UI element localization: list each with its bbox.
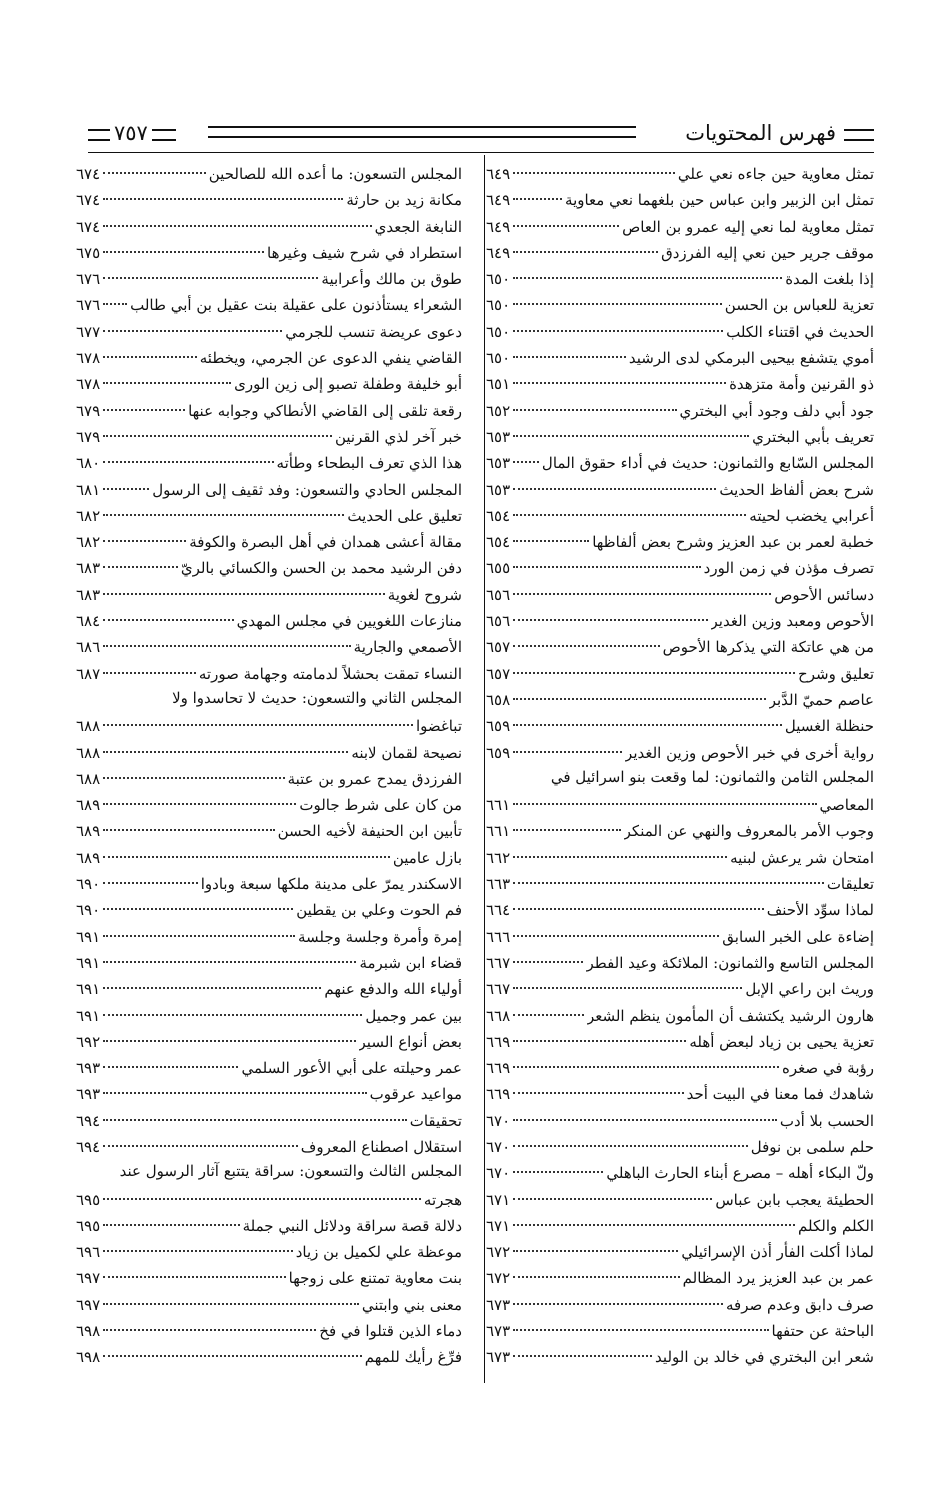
- toc-entry-page: ٦٥٩: [486, 743, 511, 762]
- toc-entry-title: الفرزدق يمدح عمرو بن عتبة: [287, 769, 462, 788]
- toc-entry-title: ولّ البكاء أهله – مصرع أبناء الحارث الباهلي: [606, 1164, 874, 1183]
- toc-entry-title: الأصمعي والجارية: [353, 638, 462, 657]
- dot-leader: [513, 1149, 603, 1173]
- dot-leader: [513, 913, 719, 937]
- toc-entry-page: ٦٧٣: [486, 1348, 511, 1367]
- dot-leader: [513, 334, 626, 358]
- toc-entry-page: ٦٧٠: [486, 1111, 511, 1130]
- toc-entry-title: تصرف مؤذن في زمن الورد: [703, 559, 874, 578]
- dot-leader: [103, 939, 356, 963]
- dot-leader: [513, 781, 816, 805]
- dot-leader: [513, 623, 660, 647]
- toc-entry-title: تعليق وشرح: [798, 664, 874, 683]
- toc-entry-title: المعاصي: [819, 796, 874, 815]
- toc-entry-title: موقف جرير حين نعي إليه الفرزدق: [661, 243, 874, 262]
- dot-leader: [513, 281, 722, 305]
- dot-leader: [103, 544, 178, 568]
- toc-entry-title: بين عمر وجميل: [365, 1006, 462, 1025]
- toc-entry-page: ٦٨٣: [76, 585, 101, 604]
- dot-leader: [103, 203, 372, 227]
- dot-leader: [513, 886, 764, 910]
- dot-leader: [103, 1097, 407, 1121]
- toc-entry-page: ٦٥١: [486, 375, 511, 394]
- dot-leader: [513, 939, 583, 963]
- dot-leader: [513, 1307, 768, 1331]
- dot-leader: [103, 1228, 293, 1252]
- toc-entry-page: ٦٧٠: [486, 1164, 511, 1183]
- toc-entry-title: وريث ابن راعي الإبل: [745, 980, 874, 999]
- toc-entry-title: دماء الذين قتلوا في فخ: [319, 1322, 462, 1341]
- toc-entry-page: ٦٦٤: [486, 901, 511, 920]
- toc-entry-page: ٦٥٢: [486, 401, 511, 420]
- toc-entry-page: ٦٥٣: [486, 480, 511, 499]
- toc-entry-title: إضاءة على الخبر السابق: [722, 927, 874, 946]
- dot-leader: [103, 255, 318, 279]
- dot-leader: [513, 597, 707, 621]
- toc-entry-page: ٦٨٧: [76, 664, 101, 683]
- toc-entry-page: ٦٥٨: [486, 690, 511, 709]
- dot-leader: [513, 229, 658, 253]
- dot-leader: [103, 729, 348, 753]
- toc-entry-title: تعريف بأبي البختري: [752, 427, 874, 446]
- toc-entry-page: ٦٨٦: [76, 638, 101, 657]
- toc-entry-title: فم الحوت وعلي بن يقطين: [296, 901, 462, 920]
- toc-entry-page: ٦٥٠: [486, 296, 511, 315]
- toc-entry: [76, 1128, 462, 1154]
- dot-leader: [79, 1149, 117, 1171]
- toc-entry-page: ٦٧٩: [76, 401, 101, 420]
- toc-entry-title: شروح لغوية: [387, 585, 462, 604]
- dot-leader: [103, 360, 231, 384]
- dot-leader: [103, 913, 295, 937]
- dot-leader: [513, 150, 675, 174]
- toc-entry-title: بازل عامين: [392, 848, 462, 867]
- dot-leader: [489, 755, 548, 777]
- toc-entry-title: هارون الرشيد يكتشف أن المأمون ينظم الشعر: [586, 1006, 874, 1025]
- toc-entry-title: المجلس الحادي والتسعون: وفد ثقيف إلى الرسول: [152, 480, 462, 499]
- toc-entry-page: ٦٩٧: [76, 1269, 101, 1288]
- dot-leader: [103, 1176, 421, 1200]
- dot-leader: [513, 807, 620, 831]
- toc-entry-title: طوق بن مالك وأعرابية: [321, 270, 462, 289]
- toc-entry-page: ٦٥٤: [486, 506, 511, 525]
- toc-entry-title: مقالة أعشى همدان في أهل البصرة والكوفة: [189, 533, 462, 552]
- toc-entry-title: شرح بعض ألفاظ الحديث: [719, 480, 874, 499]
- toc-entry-page: ٦٩٣: [76, 1085, 101, 1104]
- dot-leader: [103, 439, 273, 463]
- dot-leader: [513, 360, 726, 384]
- toc-entry-title: الكلم والكلم: [798, 1216, 874, 1235]
- dot-leader: [513, 1281, 723, 1305]
- toc-entry-title: بنت معاوية تمتنع على زوجها: [288, 1269, 462, 1288]
- toc-entry-page: ٦٧٧: [76, 322, 101, 341]
- toc-entry-title: شاهدك فما معنا في البيت أحد: [686, 1085, 874, 1104]
- dot-leader: [513, 308, 723, 332]
- toc-entry-page: ٦٦١: [486, 796, 511, 815]
- dot-leader: [103, 1333, 362, 1357]
- toc-entry-page: ٦٧٨: [76, 375, 101, 394]
- dot-leader: [513, 255, 782, 279]
- dot-leader: [513, 413, 749, 437]
- dot-leader: [513, 1123, 748, 1147]
- toc-entry-page: ٦٩٨: [76, 1348, 101, 1367]
- dot-leader: [103, 886, 293, 910]
- toc-entry-title: صرف دابق وعدم صرفه: [726, 1295, 874, 1314]
- toc-entry-title: تمثل معاوية حين جاءه نعي علي: [677, 165, 874, 183]
- toc-entry-title: بعض أنواع السير: [358, 1032, 462, 1051]
- toc-entry-title: دسائس الأحوص: [774, 585, 874, 604]
- toc-entry-title: شعر ابن البختري في خالد بن الوليد: [655, 1348, 874, 1367]
- toc-entry-page: ٦٨٨: [76, 717, 101, 736]
- toc-entry-title: تعزية للعباس بن الحسن: [724, 296, 874, 315]
- dot-leader: [103, 702, 413, 726]
- toc-entry-title: من هي عاتكة التي يذكرها الأحوص: [662, 638, 874, 657]
- dot-leader: [103, 1307, 316, 1331]
- dot-leader: [103, 1254, 285, 1278]
- toc-entry-title: موعظة علي لكميل بن زياد: [295, 1243, 462, 1262]
- toc-entry-title: قضاء ابن شبرمة: [359, 953, 462, 972]
- toc-entry-page: ٦٧٤: [76, 217, 101, 236]
- dot-leader: [103, 1018, 355, 1042]
- toc-entry-page: ٦٥٠: [486, 322, 511, 341]
- toc-entry-page: ٦٦٣: [486, 875, 511, 894]
- toc-entry-page: ٦٧٠: [486, 1137, 511, 1156]
- dot-leader: [103, 229, 264, 253]
- dot-leader: [103, 334, 197, 358]
- toc-entry-title: عاصم حميّ الدَّبر: [768, 690, 874, 709]
- toc-entry-page: ٦٧٦: [76, 296, 101, 315]
- dot-leader: [513, 571, 771, 595]
- dot-leader: [513, 466, 716, 490]
- dot-leader: [103, 1070, 366, 1094]
- toc-entry-page: ٦٨٨: [76, 769, 101, 788]
- page-number: ٧٥٧: [114, 121, 148, 145]
- toc-entry-title: المجلس السّابع والثمانون: حديث في أداء حقوق المال: [541, 454, 874, 473]
- toc-entry-title: القاضي ينفي الدعوى عن الجرمي، ويخطئه: [199, 349, 462, 368]
- dot-leader: [103, 1281, 359, 1305]
- toc-entry-page: ٦٨٨: [76, 743, 101, 762]
- dot-leader: [513, 702, 782, 726]
- toc-entry-title: عمر وحيلته على أبي الأعور السلمي: [241, 1059, 462, 1078]
- toc-entry-title: حنظلة الغسيل: [784, 717, 874, 736]
- toc-entry-page: ٦٩٨: [76, 1322, 101, 1341]
- toc-entry-title: أعرابي يخضب لحيته: [749, 506, 874, 525]
- toc-entry-page: ٦٧٤: [76, 191, 101, 210]
- toc-entry-page: ٦٨٢: [76, 533, 101, 552]
- dot-leader: [103, 755, 284, 779]
- toc-entry-page: ٦٨٤: [76, 612, 101, 631]
- toc-entry-page: ٦٦١: [486, 822, 511, 841]
- dot-leader: [103, 650, 196, 674]
- toc-entry-title: لماذا أكلت الفأر أذن الإسرائيلي: [681, 1243, 874, 1262]
- toc-entry-page: ٦٨٩: [76, 848, 101, 867]
- toc-entry-title: هجرته: [423, 1190, 462, 1209]
- dot-leader: [103, 308, 282, 332]
- toc-entry-title: دفن الرشيد محمد بن الحسن والكسائي بالريّ: [180, 559, 462, 578]
- toc-entry-page: ٦٥٣: [486, 427, 511, 446]
- toc-entry-page: ٦٧٣: [486, 1322, 511, 1341]
- toc-entry-title: مكانة زيد بن حارثة: [346, 191, 462, 210]
- toc-entry-page: ٦٧٤: [76, 165, 101, 183]
- toc-entry-title: رؤبة في صغره: [781, 1059, 874, 1078]
- dot-leader: [103, 281, 127, 305]
- toc-entry-page: ٦٩١: [76, 980, 101, 999]
- toc-entry-page: ٦٦٦: [486, 927, 511, 946]
- dot-leader: [103, 992, 362, 1016]
- dot-leader: [513, 676, 766, 700]
- toc-entry-title: من كان على شرط جالوت: [299, 796, 462, 815]
- toc-entry-page: ٦٩٠: [76, 875, 101, 894]
- dot-leader: [513, 518, 589, 542]
- toc-entry-page: ٦٥٦: [486, 612, 511, 631]
- toc-entry-page: ٦٥٣: [486, 454, 511, 473]
- dot-leader: [513, 729, 622, 753]
- toc-entry-page: ٦٥٠: [486, 349, 511, 368]
- dot-leader: [103, 492, 344, 516]
- toc-entry-title: الحديث في اقتناء الكلب: [726, 322, 874, 341]
- toc-entry-title: المجلس الثامن والثمانون: لما وقعت بنو اسرائيل في: [550, 767, 874, 786]
- dot-leader: [103, 1044, 238, 1068]
- toc-entry-title: دلالة قصة سراقة ودلائل النبي جملة: [242, 1216, 462, 1235]
- toc-entry-page: ٦٥٩: [486, 717, 511, 736]
- dot-leader: [103, 1123, 298, 1147]
- toc-entry-page: ٦٤٩: [486, 191, 511, 210]
- toc-entry-page: ٦٨٠: [76, 454, 101, 473]
- dot-leader: [103, 1202, 239, 1226]
- toc-entry-title: الحسب بلا أدب: [779, 1111, 874, 1130]
- toc-entry-page: ٦٤٩: [486, 217, 511, 236]
- toc-entry-title: المجلس الثاني والتسعون: حديث لا تحاسدوا ولا: [172, 688, 462, 707]
- toc-entry-page: ٦٥٤: [486, 533, 511, 552]
- dot-leader: [103, 387, 185, 411]
- dot-leader: [103, 413, 332, 437]
- toc-entry-title: استقلال اصطناع المعروف: [300, 1137, 462, 1156]
- toc-entry-page: ٦٩٢: [76, 1032, 101, 1051]
- toc-entry-title: أموي يتشفع بيحيى البرمكي لدى الرشيد: [628, 349, 874, 368]
- toc-entry-page: ٦٥٠: [486, 270, 511, 289]
- toc-entry-page: ٦٧٦: [76, 270, 101, 289]
- toc-entry-page: ٦٧٨: [76, 349, 101, 368]
- toc-entry-page: ٦٩١: [76, 927, 101, 946]
- toc-entry-title: أولياء الله والدفع عنهم: [324, 980, 462, 999]
- toc-entry-title: المجلس الثالث والتسعون: سراقة يتتبع آثار الرسول عند: [119, 1162, 462, 1181]
- dot-leader: [513, 860, 824, 884]
- toc-entry-title: ذو القرنين وأمة متزهدة: [729, 375, 874, 394]
- dot-leader: [103, 807, 274, 831]
- dot-leader: [79, 676, 169, 698]
- toc-entry-page: ٦٦٩: [486, 1032, 511, 1051]
- toc-entry-title: تعليقات: [826, 875, 874, 894]
- toc-entry-page: ٦٩٦: [76, 1243, 101, 1262]
- toc-entry-page: ٦٩٤: [76, 1111, 101, 1130]
- toc-entry-page: ٦٧٥: [76, 243, 101, 262]
- dot-leader: [513, 650, 795, 674]
- toc-entry-title: الأحوص ومعبد وزين الغدير: [710, 612, 874, 631]
- toc-entry-title: رقعة تلقى إلى القاضي الأنطاكي وجوابه عنها: [188, 401, 462, 420]
- toc-entry-page: ٦٦٧: [486, 953, 511, 972]
- toc-entry-page: ٦٧٣: [486, 1295, 511, 1314]
- dot-leader: [513, 544, 700, 568]
- dot-leader: [513, 834, 727, 858]
- toc-entry-title: حلم سلمى بن نوفل: [750, 1137, 874, 1156]
- toc-entry-page: ٦٨٣: [76, 559, 101, 578]
- toc-entry-title: نصيحة لقمان لابنه: [351, 743, 462, 762]
- dot-leader: [513, 1044, 779, 1068]
- header-double-rule: [208, 126, 636, 138]
- toc-entry-page: ٦٥٦: [486, 585, 511, 604]
- toc-entry-page: ٦٨١: [76, 480, 101, 499]
- toc-entry-page: ٦٧٢: [486, 1269, 511, 1288]
- toc-entry-page: ٦٤٩: [486, 243, 511, 262]
- dot-leader: [513, 1018, 686, 1042]
- toc-entry-page: ٦٩٥: [76, 1216, 101, 1235]
- dot-leader: [103, 176, 343, 200]
- header-underline: [88, 152, 874, 153]
- toc-entry-title: مواعيد عرقوب: [369, 1085, 462, 1104]
- toc-entry-title: الحطيئة يعجب بابن عباس: [715, 1190, 874, 1209]
- header-ornament-right: [844, 129, 874, 141]
- dot-leader: [513, 965, 742, 989]
- toc-entry-page: ٦٥٥: [486, 559, 511, 578]
- dot-leader: [513, 1333, 652, 1357]
- toc-entry-page: ٦٩١: [76, 953, 101, 972]
- toc-entry-page: ٦٦٨: [486, 1006, 511, 1025]
- dot-leader: [513, 439, 539, 463]
- dot-leader: [513, 1070, 683, 1094]
- dot-leader: [103, 781, 296, 805]
- toc-entry-title: تمثل معاوية لما نعي إليه عمرو بن العاص: [622, 217, 874, 236]
- running-header: [88, 118, 874, 148]
- toc-entry-title: فرِّغ رأيك للمهم: [364, 1348, 462, 1367]
- toc-entry-page: ٦٧٩: [76, 427, 101, 446]
- toc-entry-title: استطراد في شرح شيف وغيرها: [267, 243, 462, 262]
- toc-entry-title: لماذا سوِّد الأحنف: [766, 901, 874, 920]
- toc-entry-title: النساء تمقت بحشلاً لدمامته وجهامة صورته: [198, 664, 462, 683]
- toc-entry-page: ٦٦٩: [486, 1085, 511, 1104]
- dot-leader: [513, 176, 562, 200]
- toc-entry-title: خطبة لعمر بن عبد العزيز وشرح بعض ألفاظها: [592, 533, 874, 552]
- toc-entry-title: النابغة الجعدي: [374, 217, 462, 236]
- toc-entry-page: ٦٩٤: [76, 1137, 101, 1156]
- toc-entry-page: ٦٧١: [486, 1190, 511, 1209]
- toc-entry-page: ٦٥٧: [486, 638, 511, 657]
- dot-leader: [103, 466, 149, 490]
- column-divider: [484, 155, 485, 1383]
- toc-entry-page: ٦٨٢: [76, 506, 101, 525]
- dot-leader: [513, 1097, 777, 1121]
- toc-entry-title: المجلس التاسع والثمانون: الملائكة وعيد الفطر: [586, 953, 874, 972]
- toc-entry-page: ٦٩٠: [76, 901, 101, 920]
- toc-entry-page: ٦٦٢: [486, 848, 511, 867]
- toc-entry-title: الاسكندر يمرّ على مدينة ملكها سبعة وبادوا: [200, 875, 462, 894]
- toc-entry-title: هذا الذي تعرف البطحاء وطأته: [276, 454, 462, 473]
- toc-entry-title: تعزية يحيى بن زياد لبعض أهله: [689, 1032, 874, 1051]
- toc-entry-title: دعوى عريضة تنسب للجرمي: [285, 322, 462, 341]
- toc-entry-title: إذا بلغت المدة: [785, 270, 874, 289]
- toc-column-left: [76, 155, 462, 1385]
- header-title-block: [685, 118, 874, 148]
- dot-leader: [103, 150, 206, 174]
- toc-entry-page: ٦٩١: [76, 1006, 101, 1025]
- toc-entry-page: ٦٦٧: [486, 980, 511, 999]
- toc-entry-title: خبر آخر لذي القرنين: [334, 427, 462, 446]
- toc-entry-title: تمثل ابن الزبير وابن عباس حين بلغهما نعي معاوية: [565, 191, 874, 210]
- header-page-block: [88, 118, 176, 148]
- toc-entry-title: أبو خليفة وطفلة تصبو إلى زين الورى: [234, 375, 462, 394]
- dot-leader: [103, 518, 186, 542]
- toc-entry-title: تحقيقات: [409, 1111, 462, 1130]
- dot-leader: [103, 571, 385, 595]
- toc-entry-title: وجوب الأمر بالمعروف والنهي عن المنكر: [623, 822, 874, 841]
- toc-entry-title: جود أبي دلف وجود أبي البختري: [679, 401, 874, 420]
- toc-entry-title: منازعات اللغويين في مجلس المهدي: [236, 612, 462, 631]
- toc-entry-title: الباحثة عن حتفها: [771, 1322, 874, 1341]
- toc-entry-title: تباغضوا: [415, 717, 462, 736]
- toc-entry-title: الشعراء يستأذنون على عقيلة بنت عقيل بن أبي طالب: [130, 296, 462, 315]
- toc-entry-title: معنى بني وابتني: [361, 1295, 462, 1314]
- toc-entry-title: إمرة وأمرة وجلسة وجلسة: [297, 927, 462, 946]
- toc-entry-page: ٦٧١: [486, 1216, 511, 1235]
- toc-entry-page: ٦٨٩: [76, 822, 101, 841]
- toc-entry-page: ٦٦٩: [486, 1059, 511, 1078]
- header-title: فهرس المحتويات: [685, 121, 836, 145]
- dot-leader: [103, 623, 350, 647]
- dot-leader: [513, 387, 676, 411]
- toc-entry-page: ٦٩٧: [76, 1295, 101, 1314]
- toc-entry-title: امتحان شر يرعش لبنيه: [730, 848, 874, 867]
- toc-entry-title: رواية أخرى في خبر الأحوص وزين الغدير: [625, 743, 874, 762]
- dot-leader: [513, 1254, 679, 1278]
- dot-leader: [513, 1176, 712, 1200]
- dot-leader: [513, 1202, 795, 1226]
- header-ornament-left: [88, 129, 110, 141]
- dot-leader: [103, 597, 234, 621]
- dot-leader: [103, 860, 198, 884]
- dot-leader: [103, 834, 390, 858]
- toc-entry-page: ٦٥٧: [486, 664, 511, 683]
- toc-column-right: [486, 155, 874, 1385]
- toc-entry-title: تعليق على الحديث: [347, 506, 462, 525]
- dot-leader: [103, 965, 321, 989]
- toc-entry-page: ٦٩٥: [76, 1190, 101, 1209]
- dot-leader: [513, 1228, 678, 1252]
- toc-entry-page: ٦٧٢: [486, 1243, 511, 1262]
- toc-entry-page: ٦٩٣: [76, 1059, 101, 1078]
- header-ornament-mid: [152, 129, 176, 141]
- toc-entry-title: المجلس التسعون: ما أعده الله للصالحين: [208, 165, 462, 183]
- dot-leader: [513, 992, 584, 1016]
- toc-entry-page: ٦٤٩: [486, 165, 511, 183]
- toc-entry-title: تأبين ابن الحنيفة لأخيه الحسن: [277, 822, 462, 841]
- toc-entry-title: عمر بن عبد العزيز يرد المظالم: [682, 1269, 874, 1288]
- toc-entry-page: ٦٨٩: [76, 796, 101, 815]
- dot-leader: [513, 203, 619, 227]
- dot-leader: [513, 492, 746, 516]
